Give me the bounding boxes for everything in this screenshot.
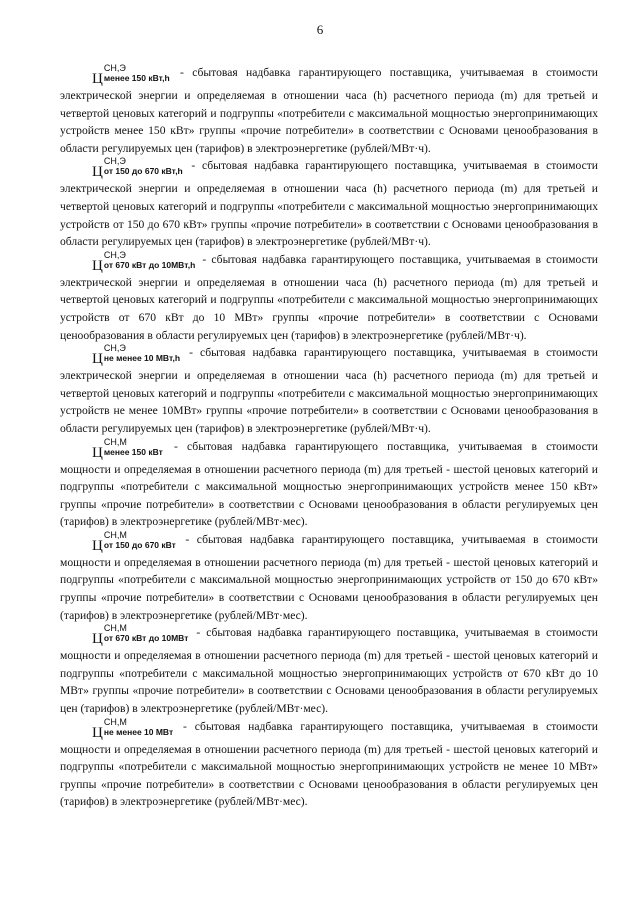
definition-text: - сбытовая надбавка гарантирующего поставщика, учитываемая в стоимости мощности и определяемая в отношении расчетного периода (m) для третьей - шестой ценовых категорий и подгруппы «потребители с максимальной мощностью энергопринимающих устройств от 670 кВт до 10 МВт» группы «прочие потребители» в соответствии с Основами ценообразования в области регулируемых цен (тарифов) в электроэнергетике (рублей/МВт·мес). (60, 626, 598, 716)
symbol-subscript: от 150 до 670 кВт (103, 539, 176, 550)
definition-text: - сбытовая надбавка гарантирующего поставщика, учитываемая в стоимости электрической энергии и определяемая в отношении часа (h) расчетного периода (m) для третьей и четвертой ценовых категорий и подгруппы «потребители с максимальной мощностью энергопринимающих устройств от 150 до 670 кВт» группы «прочие потребители» в соответствии с Основами ценообразования в области регулируемых цен (тарифов) в электроэнергетике (рублей/МВт·ч). (60, 159, 598, 249)
symbol-base: Ц (92, 71, 103, 87)
symbol-superscript: СН,М (103, 529, 127, 540)
definition-text: - сбытовая надбавка гарантирующего поставщика, учитываемая в стоимости мощности и определяемая в отношении расчетного периода (m) для третьей - шестой ценовых категорий и подгруппы «потребители с максимальной мощностью энергопринимающих устройств не менее 10 МВт» группы «прочие потребители» в соответствии с Основами ценообразования в области регулируемых цен (тарифов) в электроэнергетике (рублей/МВт·мес). (60, 719, 598, 809)
definition-paragraph (60, 624, 598, 717)
formula-symbol (92, 624, 188, 647)
symbol-superscript: СН,Э (103, 156, 126, 167)
definition-paragraph (60, 531, 598, 624)
symbol-base: Ц (92, 351, 103, 368)
definition-paragraph (60, 438, 598, 531)
symbol-base: Ц (92, 724, 103, 741)
formula-symbol (92, 344, 180, 367)
definition-paragraph (60, 157, 598, 250)
symbol-subscript: от 670 кВт до 10МВт (103, 633, 189, 644)
symbol-superscript: СН,Э (103, 249, 126, 260)
symbol-base: Ц (92, 164, 103, 181)
definition-paragraph (60, 718, 598, 811)
page-number: 6 (316, 22, 324, 37)
formula-symbol (92, 64, 170, 87)
symbol-superscript: СН,М (103, 716, 127, 727)
symbol-subscript: не менее 10 МВт (103, 726, 174, 737)
definition-paragraph (60, 344, 598, 437)
formula-symbol (92, 157, 183, 180)
symbol-superscript: СН,М (103, 436, 127, 447)
symbol-superscript: СН,М (103, 623, 127, 634)
definition-text: - сбытовая надбавка гарантирующего поставщика, учитываемая в стоимости мощности и определяемая в отношении расчетного периода (m) для третьей - шестой ценовых категорий и подгруппы «потребители с максимальной мощностью энергопринимающих устройств менее 150 кВт» группы «прочие потребители» в соответствии с Основами ценообразования в области регулируемых цен (тарифов) в электроэнергетике (рублей/МВт·мес). (60, 439, 598, 529)
definition-text: - сбытовая надбавка гарантирующего поставщика, учитываемая в стоимости электрической энергии и определяемая в отношении часа (h) расчетного периода (m) для третьей и четвертой ценовых категорий и подгруппы «потребители с максимальной мощностью энергопринимающих устройств от 670 кВт до 10 МВт» группы «прочие потребители» в соответствии с Основами ценообразования в области регулируемых цен (тарифов) в электроэнергетике (рублей/МВт·ч). (60, 252, 598, 342)
symbol-base: Ц (92, 257, 103, 274)
definition-text: - сбытовая надбавка гарантирующего поставщика, учитываемая в стоимости электрической энергии и определяемая в отношении часа (h) расчетного периода (m) для третьей и четвертой ценовых категорий и подгруппы «потребители с максимальной мощностью энергопринимающих устройств не менее 10МВт» группы «прочие потребители» в соответствии с Основами ценообразования в области регулируемых цен (тарифов) в электроэнергетике (рублей/МВт·ч). (60, 346, 598, 435)
formula-symbol (92, 251, 195, 274)
document-body (60, 64, 598, 811)
formula-symbol (92, 718, 173, 741)
symbol-base: Ц (92, 631, 103, 648)
definition-text: - сбытовая надбавка гарантирующего поставщика, учитываемая в стоимости мощности и определяемая в отношении расчетного периода (m) для третьей - шестой ценовых категорий и подгруппы «потребители с максимальной мощностью энергопринимающих устройств от 150 до 670 кВт» группы «прочие потребители» в соответствии с Основами ценообразования в области регулируемых цен (тарифов) в электроэнергетике (рублей/МВт·мес). (60, 532, 598, 622)
symbol-subscript: не менее 10 МВт,h (103, 353, 181, 364)
symbol-superscript: СН,Э (103, 343, 126, 354)
formula-symbol (92, 438, 163, 461)
definition-paragraph (60, 251, 598, 344)
symbol-subscript: менее 150 кВт (103, 446, 163, 457)
symbol-subscript: от 150 до 670 кВт,h (103, 166, 183, 177)
definition-text: - сбытовая надбавка гарантирующего поставщика, учитываемая в стоимости электрической энергии и определяемая в отношении часа (h) расчетного периода (m) для третьей и четвертой ценовых категорий и подгруппы «потребители с максимальной мощностью энергопринимающих устройств менее 150 кВт» группы «прочие потребители» в соответствии с Основами ценообразования в области регулируемых цен (тарифов) в электроэнергетике (рублей/МВт·ч). (60, 66, 598, 155)
symbol-subscript: менее 150 кВт,h (103, 73, 170, 83)
symbol-base: Ц (92, 444, 103, 461)
symbol-base: Ц (92, 537, 103, 554)
symbol-superscript: СН,Э (103, 63, 126, 73)
definition-paragraph (60, 64, 598, 157)
symbol-subscript: от 670 кВт до 10МВт,h (103, 259, 196, 270)
formula-symbol (92, 531, 176, 554)
